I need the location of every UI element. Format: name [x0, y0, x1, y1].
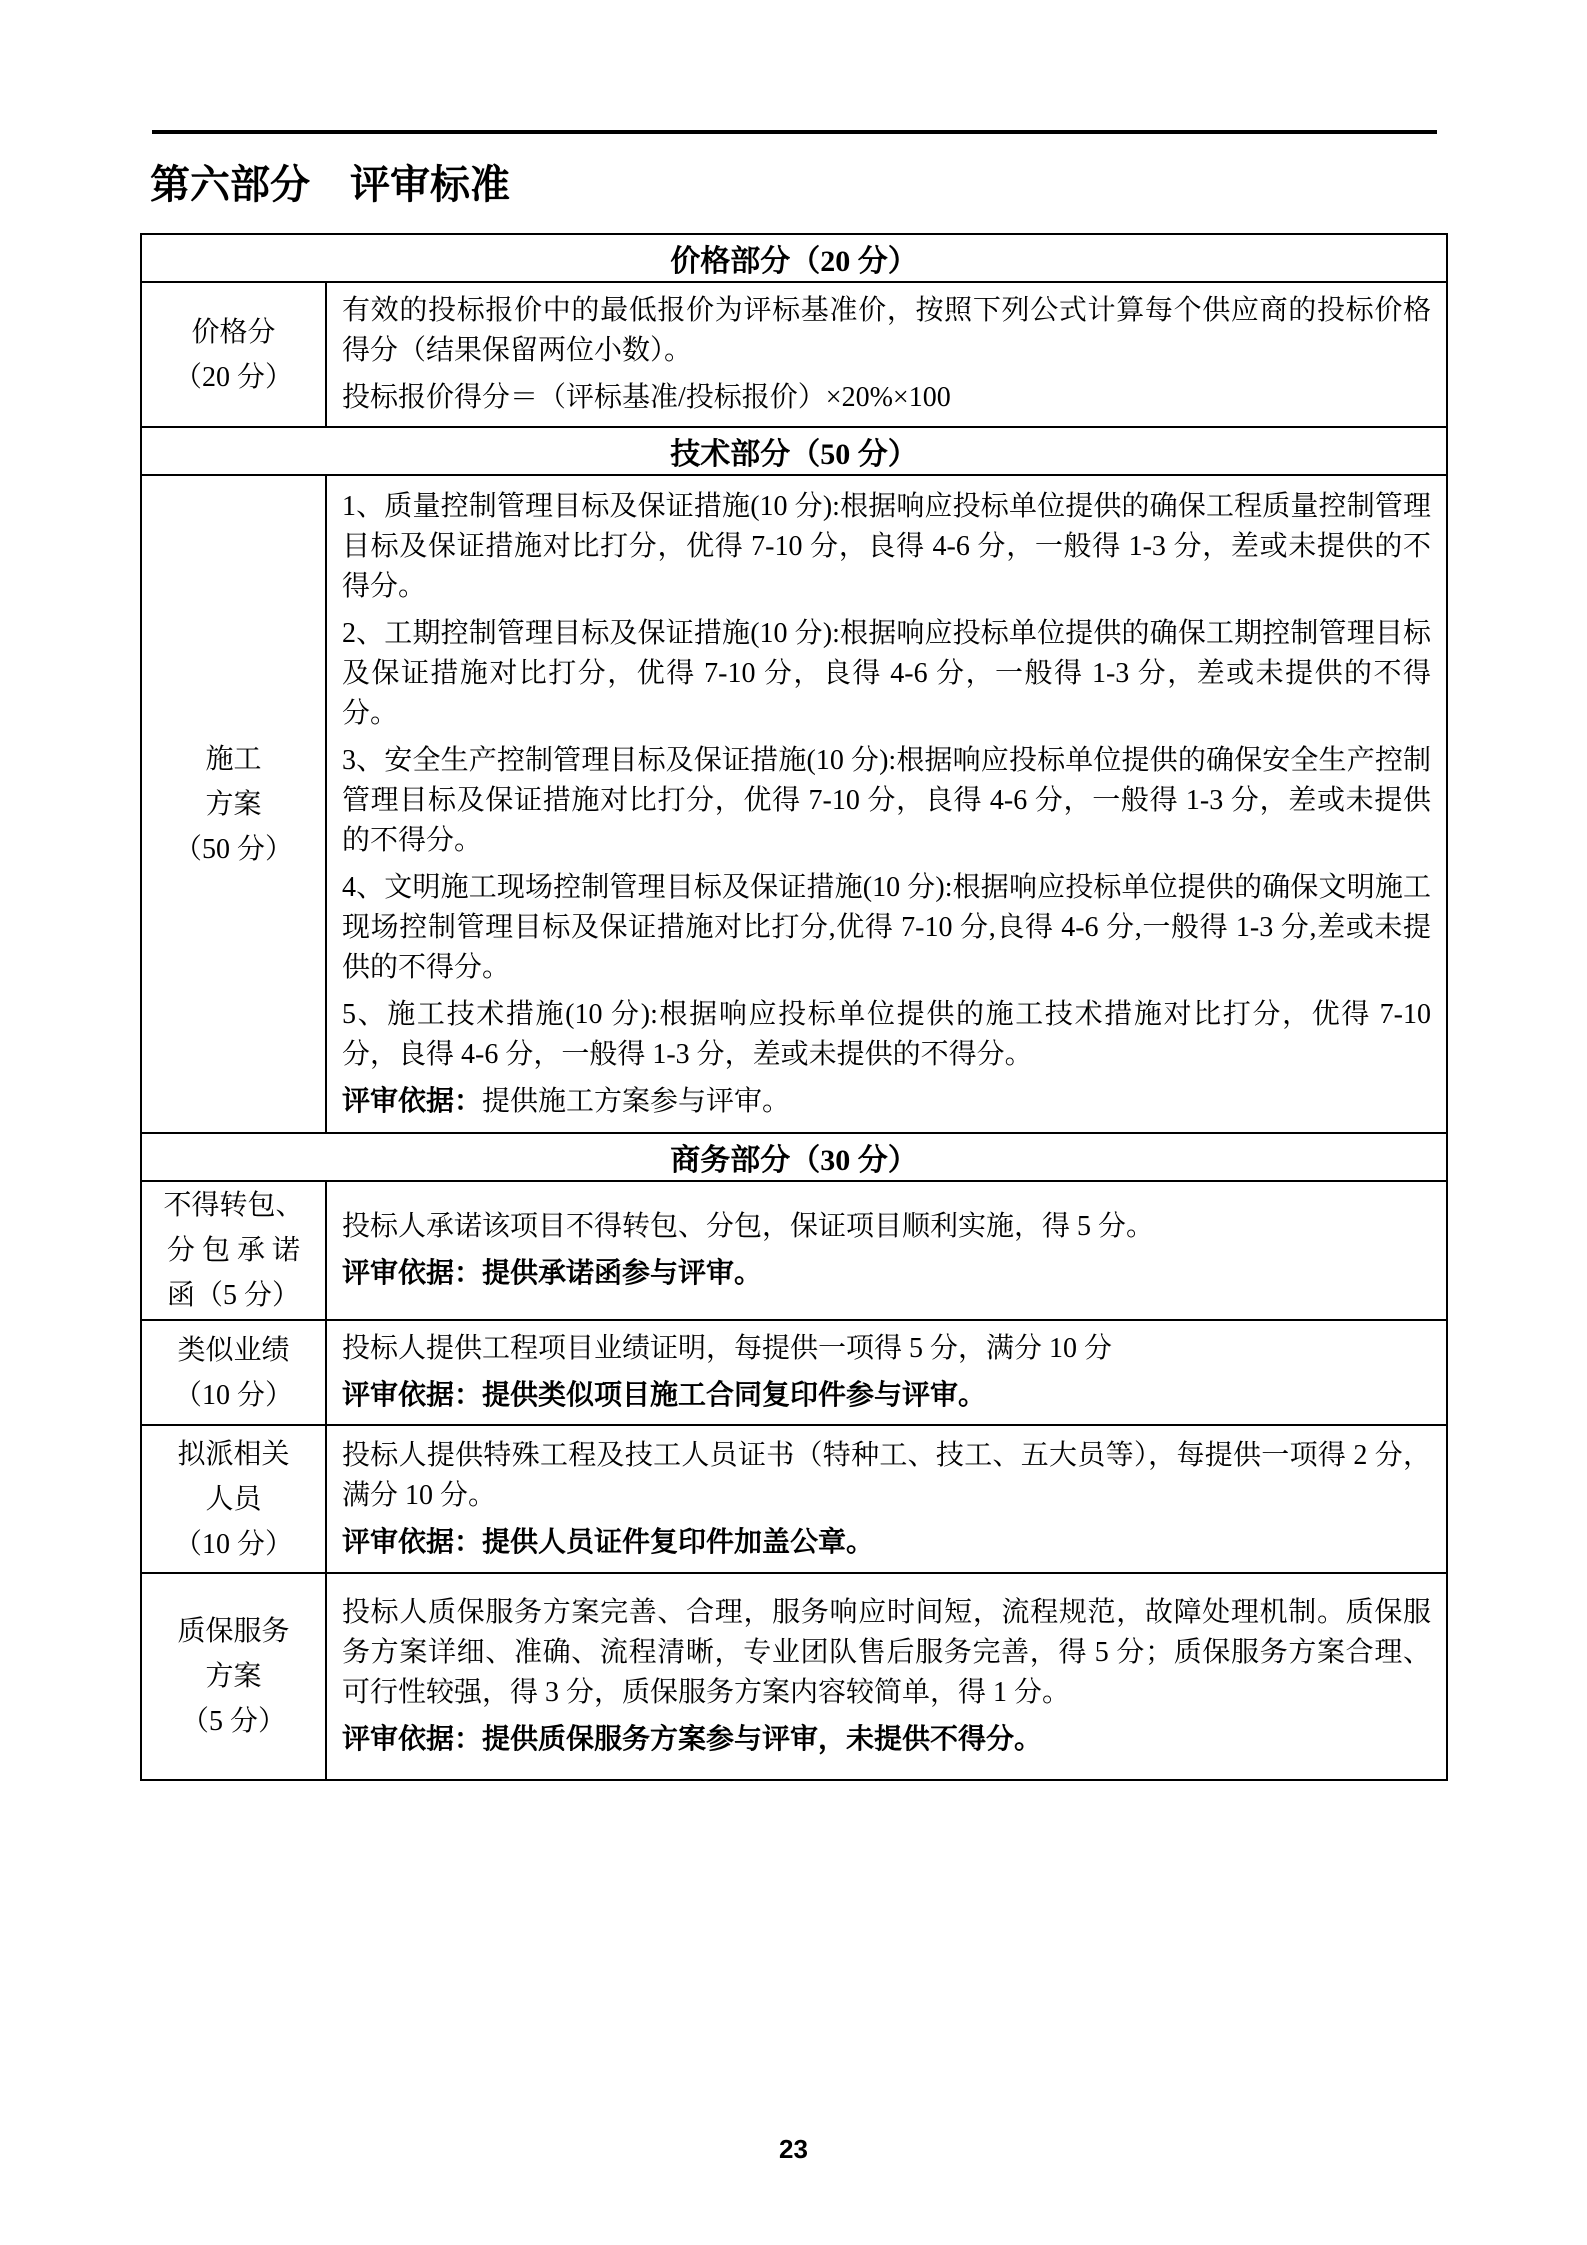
paragraph: 2、工期控制管理目标及保证措施(10 分):根据响应投标单位提供的确保工期控制管理目标及保证措施对比打分，优得 7-10 分，良得 4-6 分，一般得 1-3 分，差或未提供的不得分。	[342, 617, 1431, 729]
row-label-line: 不得转包、	[163, 1190, 304, 1221]
paragraph: 投标人提供特殊工程及技工人员证书（特种工、技工、五大员等），每提供一项得 2 分，满分 10 分。	[342, 1439, 1431, 1511]
evaluation-criteria-table	[140, 233, 1448, 1781]
eval-basis-line	[342, 1082, 1431, 1122]
table-row-no-subcontract	[141, 1181, 1447, 1320]
table-row-price-score	[141, 282, 1447, 427]
eval-basis-line	[342, 1720, 1431, 1760]
paragraph: 3、安全生产控制管理目标及保证措施(10 分):根据响应投标单位提供的确保安全生产控制管理目标及保证措施对比打分，优得 7-10 分，良得 4-6 分，一般得 1-3 分，差或未提供的不得分。	[342, 744, 1431, 856]
row-label-line: 类似业绩	[177, 1334, 290, 1366]
row-label-line: 质保服务	[177, 1616, 290, 1647]
table-row-price-section-header	[141, 234, 1447, 282]
eval-basis-text: 提供施工方案参与评审。	[482, 1085, 791, 1117]
row-label-line: （50 分）	[173, 833, 293, 865]
eval-basis-label: 评审依据：	[342, 1380, 483, 1411]
row-label-line: （10 分）	[173, 1528, 293, 1560]
row-label-line: （10 分）	[173, 1379, 293, 1411]
paragraph: 1、质量控制管理目标及保证措施(10 分):根据响应投标单位提供的确保工程质量控制管理目标及保证措施对比打分，优得 7-10 分，良得 4-6 分，一般得 1-3 分，差或未提供的不得分。	[342, 490, 1431, 602]
row-content-price-score	[326, 282, 1447, 427]
row-label-line: 方案	[205, 1661, 262, 1692]
table-row-proposed-personnel	[141, 1425, 1447, 1573]
table-row-warranty-service	[141, 1573, 1447, 1780]
eval-basis-line	[342, 1376, 1431, 1416]
eval-basis-line	[342, 1254, 1431, 1294]
row-label-similar-performance	[141, 1320, 326, 1425]
table-row-similar-performance	[141, 1320, 1447, 1425]
row-content-no-subcontract	[326, 1181, 1447, 1320]
row-content-warranty-service	[326, 1573, 1447, 1780]
eval-basis-text: 提供质保服务方案参与评审，未提供不得分。	[482, 1724, 1043, 1755]
row-label-line: 价格分	[191, 316, 276, 348]
eval-basis-text: 提供人员证件复印件加盖公章。	[482, 1526, 875, 1558]
row-label-line: （20 分）	[173, 361, 293, 393]
row-label-line: 函（5 分）	[166, 1280, 300, 1311]
eval-basis-label: 评审依据：	[342, 1258, 483, 1289]
table-row-business-section-header	[141, 1133, 1447, 1181]
page-title: 第六部分 评审标准	[150, 162, 510, 207]
row-content-proposed-personnel	[326, 1425, 1447, 1573]
row-label-line: 施工	[205, 743, 262, 775]
eval-basis-label: 评审依据：	[342, 1526, 483, 1558]
row-label-line: 方案	[205, 788, 262, 820]
row-label-no-subcontract	[141, 1181, 326, 1320]
section-header-technical: 技术部分（50 分）	[141, 427, 1447, 475]
paragraph: 5、施工技术措施(10 分):根据响应投标单位提供的施工技术措施对比打分，优得 7-10 分，良得 4-6 分，一般得 1-3 分，差或未提供的不得分。	[342, 998, 1431, 1070]
section-header-business: 商务部分（30 分）	[141, 1133, 1447, 1181]
eval-basis-line	[342, 1523, 1431, 1563]
paragraph: 有效的投标报价中的最低报价为评标基准价，按照下列公式计算每个供应商的投标价格得分（结果保留两位小数）。	[342, 295, 1431, 366]
row-label-line: 人员	[205, 1483, 262, 1515]
eval-basis-text: 提供承诺函参与评审。	[482, 1258, 763, 1289]
eval-basis-label: 评审依据：	[342, 1724, 483, 1755]
section-header-price: 价格部分（20 分）	[141, 234, 1447, 282]
header-rule	[152, 130, 1437, 134]
eval-basis-label: 评审依据：	[342, 1085, 483, 1117]
paragraph: 4、文明施工现场控制管理目标及保证措施(10 分):根据响应投标单位提供的确保文明施工现场控制管理目标及保证措施对比打分,优得 7-10 分,良得 4-6 分,一般得 1-3 分,差或未提供的不得分。	[342, 871, 1431, 983]
row-label-proposed-personnel	[141, 1425, 326, 1573]
row-content-similar-performance	[326, 1320, 1447, 1425]
row-label-line: 分 包 承 诺	[166, 1235, 300, 1266]
row-label-warranty-service	[141, 1573, 326, 1780]
paragraph: 投标人质保服务方案完善、合理，服务响应时间短，流程规范，故障处理机制。质保服务方案详细、准确、流程清晰，专业团队售后服务完善，得 5 分；质保服务方案合理、可行性较强，得 3 分，质保服务方案内容较简单，得 1 分。	[342, 1597, 1431, 1708]
row-label-line: 拟派相关	[177, 1438, 290, 1470]
row-label-line: （5 分）	[180, 1706, 286, 1737]
formula-line: 投标报价得分＝（评标基准/投标报价）×20%×100	[342, 382, 951, 413]
table-row-construction-plan	[141, 475, 1447, 1133]
row-content-construction-plan	[326, 475, 1447, 1133]
eval-basis-text: 提供类似项目施工合同复印件参与评审。	[482, 1380, 987, 1411]
row-label-price-score	[141, 282, 326, 427]
page-number: 23	[779, 2134, 808, 2164]
paragraph: 投标人承诺该项目不得转包、分包，保证项目顺利实施，得 5 分。	[342, 1211, 1155, 1242]
paragraph: 投标人提供工程项目业绩证明，每提供一项得 5 分，满分 10 分	[342, 1333, 1113, 1364]
table-row-technical-section-header	[141, 427, 1447, 475]
row-label-construction-plan	[141, 475, 326, 1133]
